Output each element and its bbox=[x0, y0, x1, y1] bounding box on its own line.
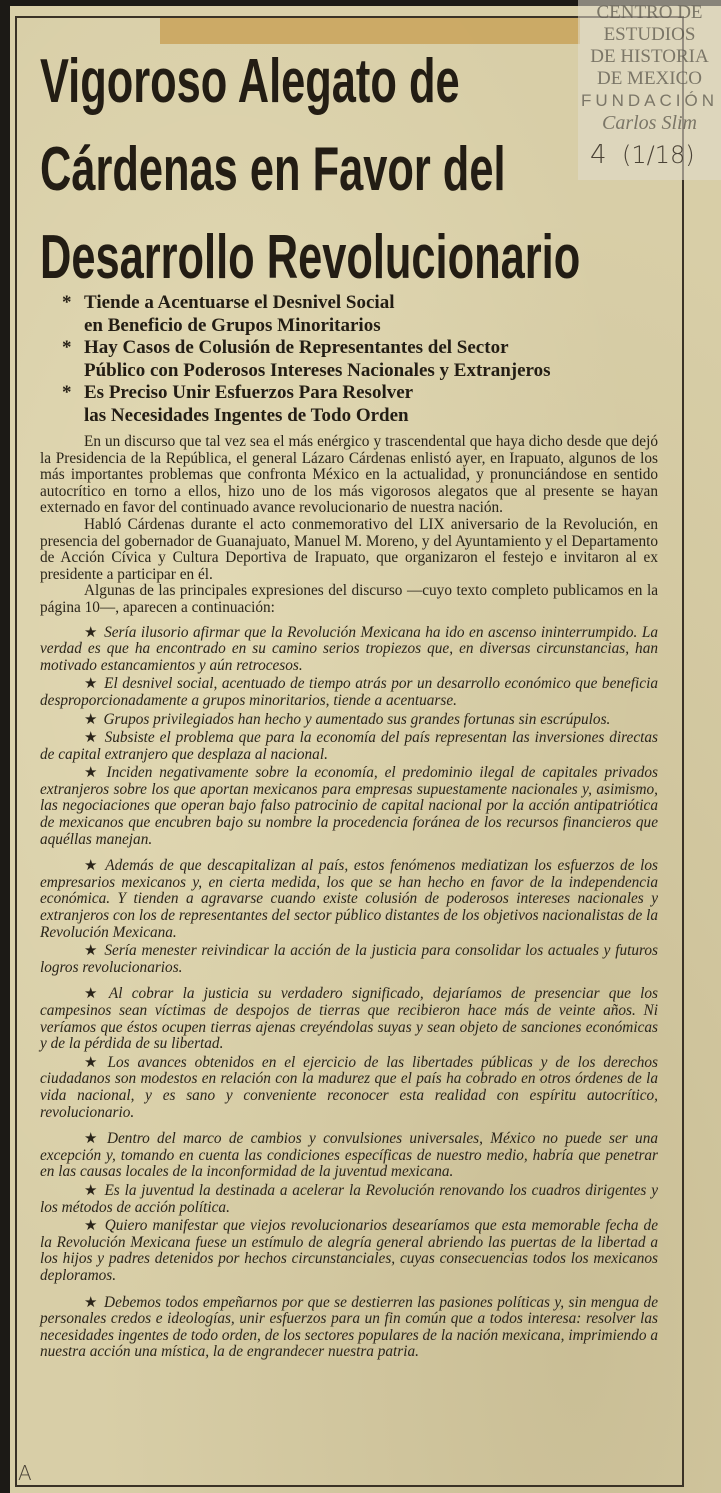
quote-text: Los avances obtenidos en el ejercicio de las libertades públicas y de los derechos ciudadanos son modestos en relación con la madurez que el país ha cobrado en otros órdenes de la vida nacional, y es sano y conveniente reconocer esta realidad con espíritu autocrítico, revolucionario. bbox=[40, 1053, 658, 1121]
headline-line: Cárdenas en Favor del bbox=[40, 135, 506, 204]
quote-text: Dentro del marco de cambios y convulsiones universales, México no puede ser una excepción y, tomando en cuenta las condiciones específicas de nuestro medio, habría que penetrar en las causas locales de la inconformidad de la juventud mexicana. bbox=[40, 1130, 659, 1181]
star-icon: ★ bbox=[84, 765, 101, 782]
subheadings bbox=[62, 292, 672, 427]
quote-paragraph bbox=[40, 676, 658, 709]
handwritten-reference: (1/18) bbox=[622, 141, 695, 169]
star-icon: ★ bbox=[84, 624, 99, 641]
quote-text: Inciden negativamente sobre la economía, el predominio ilegal de capitales privados extranjeros sobre los que aportan mexicanos para empresas supuestamente nacionales y, asimismo, las negociaciones que operan bajo falso patrocinio de capital nacional por la acción antipatriótica de mexicanos que encubren bajo su nombre la procedencia foránea de los recursos financieros que aquéllas manejan. bbox=[40, 764, 658, 848]
star-icon: ★ bbox=[84, 1131, 101, 1148]
quote-text: Grupos privilegiados han hecho y aumentado sus grandes fortunas sin escrúpulos. bbox=[103, 710, 611, 728]
stamp-line: FUNDACIÓN bbox=[580, 91, 719, 110]
subheading bbox=[62, 382, 672, 427]
subheading-line: Hay Casos de Colusión de Representantes del Sector bbox=[84, 337, 509, 358]
quote-paragraph bbox=[40, 1183, 658, 1216]
quote-text: El desnivel social, acentuado de tiempo atrás por un desarrollo económico que beneficia desproporcionadamente a grupos minoritarios, tiende a acentuarse. bbox=[40, 675, 658, 709]
quote-list bbox=[40, 625, 658, 1361]
star-icon: ★ bbox=[84, 676, 99, 693]
handwritten-page-number: 4 bbox=[590, 140, 607, 170]
asterisk-icon: * bbox=[62, 292, 72, 313]
subheading bbox=[62, 337, 672, 382]
quote-text: Al cobrar la justicia su verdadero significado, dejaríamos de presenciar que los campesinos sean víctimas de despojos de tierras que recibieron hace más de veinte años. Ni veríamos que éstos ocupen tierras ajenas creyéndolas suyas y sean objeto de sanciones económicas y de la pérdida de su libertad. bbox=[40, 985, 658, 1053]
star-icon: ★ bbox=[84, 1054, 102, 1071]
quote-text: Es la juventud la destinada a acelerar la Revolución renovando los cuadros dirigentes y los métodos de acción política. bbox=[40, 1181, 658, 1216]
star-icon: ★ bbox=[84, 711, 98, 728]
star-icon: ★ bbox=[84, 1182, 99, 1199]
quote-paragraph bbox=[40, 858, 658, 941]
quote-paragraph bbox=[40, 765, 658, 848]
asterisk-icon: * bbox=[62, 337, 72, 358]
star-icon: ★ bbox=[84, 1294, 99, 1311]
subheading-line: las Necesidades Ingentes de Todo Orden bbox=[84, 404, 409, 426]
quote-paragraph bbox=[40, 730, 658, 763]
quote-paragraph bbox=[40, 625, 658, 675]
headline-line: Desarrollo Revolucionario bbox=[40, 223, 581, 292]
star-icon: ★ bbox=[84, 730, 99, 747]
quote-paragraph bbox=[40, 1295, 658, 1361]
star-icon: ★ bbox=[84, 943, 99, 960]
quote-paragraph bbox=[40, 1218, 658, 1284]
subheading-line: Es Preciso Unir Esfuerzos Para Resolver bbox=[84, 382, 414, 403]
intro-paragraph: En un discurso que tal vez sea el más enérgico y trascendental que haya dicho desde que dejó la Presidencia de la República, el general Lázaro Cárdenas enlistó ayer, en Irapuato, algunos de los más importantes problemas que confronta México en la actualidad, y pronunciándose en sentido autocrítico en torno a ellos, hizo uno de los más vigorosos alegatos que al presente se hayan externado en favor del continuado avance revolucionario de nuestra nación. bbox=[40, 433, 658, 517]
subheading-line: Tiende a Acentuarse el Desnivel Social bbox=[84, 292, 395, 313]
stamp-line: DE HISTORIA bbox=[590, 46, 709, 67]
quote-text: Sería menester reivindicar la acción de la justicia para consolidar los actuales y futuros logros revolucionarios. bbox=[40, 942, 658, 976]
quote-paragraph bbox=[40, 943, 658, 976]
article-body bbox=[40, 434, 658, 1363]
quote-text: Además de que descapitalizan al país, estos fenómenos mediatizan los esfuerzos de los empresarios mexicanos y, en cierta medida, los que se han hecho en favor de la independencia económica. Y tienden a agravarse cuando existe colusión de poderosos intereses nacionales y extranjeros con los de representantes del sector público distantes de los objetivos nacionalistas de la Revolución Mexicana. bbox=[40, 857, 659, 941]
intro-paragraph: Habló Cárdenas durante el acto conmemorativo del LIX aniversario de la Revolución, en presencia del gobernador de Guanajuato, Manuel M. Moreno, y del Ayuntamiento y el Departamento de Acción Cívica y Cultura Deportiva de Irapuato, que organizaron el festejo e invitaron al ex presidente a participar en él. bbox=[40, 515, 658, 583]
quote-text: Subsiste el problema que para la economía del país representan las inversiones directas de capital extranjero que desplaza al nacional. bbox=[40, 729, 658, 763]
asterisk-icon: * bbox=[62, 382, 72, 403]
star-icon: ★ bbox=[84, 858, 100, 875]
quote-paragraph bbox=[40, 986, 658, 1052]
star-icon: ★ bbox=[84, 1218, 99, 1235]
stamp-signature: Carlos Slim bbox=[601, 112, 698, 134]
quote-paragraph bbox=[40, 1055, 658, 1121]
stamp-line: CENTRO DE bbox=[596, 2, 703, 23]
quote-paragraph bbox=[40, 1131, 658, 1181]
handwritten-corner-mark: A bbox=[18, 1461, 32, 1485]
quote-paragraph bbox=[40, 712, 658, 729]
subheading bbox=[62, 292, 672, 337]
stamp-line: DE MEXICO bbox=[596, 68, 703, 89]
subheading-line: Público con Poderosos Intereses Nacionales y Extranjeros bbox=[84, 359, 551, 381]
quote-text: Debemos todos empeñarnos por que se destierren las pasiones políticas y, sin mengua de personales credos e ideologías, unir esfuerzos para un fin común que a todos interesa: resolver las necesidades ingentes de todo orden, de los sectores populares de la nación mexicana, imprimiendo a nuestra acción una mística, la de engrandecer nuestra patria. bbox=[40, 1293, 658, 1361]
intro-paragraph: Algunas de las principales expresiones del discurso —cuyo texto completo publicamos en la página 10—, aparecen a continuación: bbox=[40, 582, 658, 616]
stamp-line: ESTUDIOS bbox=[603, 24, 696, 45]
star-icon: ★ bbox=[84, 986, 103, 1003]
quote-text: Sería ilusorio afirmar que la Revolución Mexicana ha ido en ascenso ininterrumpido. La verdad es que ha encontrado en su camino serios tropiezos que, en diversas circunstancias, han motivado estancamientos y aún retrocesos. bbox=[40, 623, 658, 674]
headline-line: Vigoroso Alegato de bbox=[40, 47, 460, 116]
subheading-line: en Beneficio de Grupos Minoritarios bbox=[84, 314, 381, 336]
quote-text: Quiero manifestar que viejos revolucionarios desearíamos que esta memorable fecha de la Revolución Mexicana fuese un estímulo de alegría general abriendo las puertas de la libertad a los hijos y padres detenidos por hechos circunstanciales, cuyas consecuencias todos los mexicanos deploramos. bbox=[40, 1217, 658, 1284]
